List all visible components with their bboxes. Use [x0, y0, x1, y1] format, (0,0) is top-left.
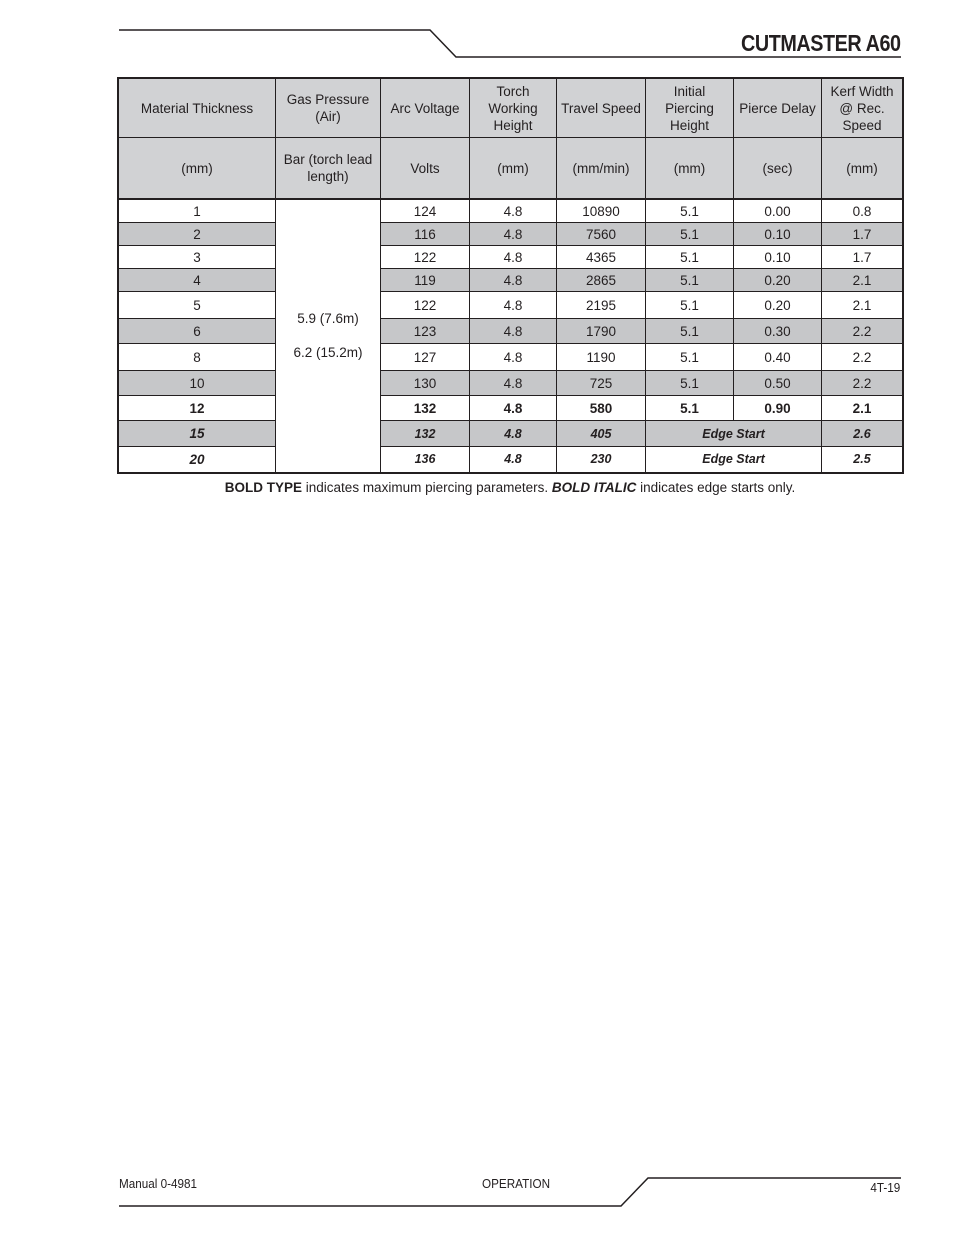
table-row	[118, 269, 903, 292]
header-material-thickness: Material Thickness	[118, 78, 276, 138]
section-name: OPERATION	[482, 1176, 551, 1191]
unit-speed: (mm/min)	[557, 138, 646, 200]
voltage-cell: 132	[381, 421, 470, 447]
bold-type-label: BOLD TYPE	[224, 480, 303, 495]
delay-cell: 0.50	[734, 371, 822, 396]
height-cell: 4.8	[470, 223, 557, 246]
kerf-cell: 1.7	[822, 246, 904, 269]
height-cell: 4.8	[470, 344, 557, 371]
table-row	[118, 371, 903, 396]
thickness-cell: 2	[118, 223, 276, 246]
bold-type-text: indicates maximum piercing parameters.	[302, 480, 552, 495]
height-cell: 4.8	[470, 396, 557, 421]
table-row	[118, 319, 903, 344]
header-gas-pressure: Gas Pressure (Air)	[276, 78, 381, 138]
unit-thickness: (mm)	[118, 138, 276, 200]
cutting-parameters-table	[117, 77, 904, 474]
thickness-cell: 4	[118, 269, 276, 292]
speed-cell: 405	[557, 421, 646, 447]
table-row	[118, 421, 903, 447]
speed-cell: 7560	[557, 223, 646, 246]
page-number: 4T-19	[870, 1180, 900, 1195]
height-cell: 4.8	[470, 199, 557, 223]
gas-pressure-short-lead: 5.9 (7.6m)	[297, 311, 359, 327]
voltage-cell: 127	[381, 344, 470, 371]
pierce-height-cell: 5.1	[646, 246, 734, 269]
speed-cell: 230	[557, 447, 646, 473]
header-kerf-width: Kerf Width @ Rec. Speed	[822, 78, 904, 138]
header-arc-voltage: Arc Voltage	[381, 78, 470, 138]
delay-cell: 0.10	[734, 246, 822, 269]
bold-italic-text: indicates edge starts only.	[636, 480, 796, 495]
delay-cell: 0.20	[734, 292, 822, 319]
speed-cell: 10890	[557, 199, 646, 223]
speed-cell: 2195	[557, 292, 646, 319]
height-cell: 4.8	[470, 447, 557, 473]
table-row	[118, 199, 903, 223]
height-cell: 4.8	[470, 292, 557, 319]
height-cell: 4.8	[470, 371, 557, 396]
delay-cell: 0.40	[734, 344, 822, 371]
pierce-height-cell: 5.1	[646, 344, 734, 371]
pierce-height-cell: 5.1	[646, 396, 734, 421]
header-torch-working-height: Torch Working Height	[470, 78, 557, 138]
speed-cell: 4365	[557, 246, 646, 269]
table-row	[118, 246, 903, 269]
speed-cell: 725	[557, 371, 646, 396]
kerf-cell: 2.5	[822, 447, 904, 473]
voltage-cell: 136	[381, 447, 470, 473]
table-row	[118, 292, 903, 319]
gas-pressure-cell	[276, 199, 381, 473]
kerf-cell: 2.2	[822, 344, 904, 371]
pierce-height-cell: 5.1	[646, 269, 734, 292]
thickness-cell: 20	[118, 447, 276, 473]
kerf-cell: 1.7	[822, 223, 904, 246]
delay-cell: 0.90	[734, 396, 822, 421]
voltage-cell: 124	[381, 199, 470, 223]
kerf-cell: 2.6	[822, 421, 904, 447]
voltage-cell: 130	[381, 371, 470, 396]
pierce-height-cell: 5.1	[646, 319, 734, 344]
speed-cell: 1790	[557, 319, 646, 344]
kerf-cell: 2.1	[822, 292, 904, 319]
thickness-cell: 8	[118, 344, 276, 371]
unit-voltage: Volts	[381, 138, 470, 200]
table-header-row	[118, 78, 903, 138]
unit-height: (mm)	[470, 138, 557, 200]
delay-cell: 0.00	[734, 199, 822, 223]
thickness-cell: 1	[118, 199, 276, 223]
kerf-cell: 2.2	[822, 319, 904, 344]
thickness-cell: 6	[118, 319, 276, 344]
voltage-cell: 116	[381, 223, 470, 246]
header-initial-piercing-height: Initial Piercing Height	[646, 78, 734, 138]
voltage-cell: 122	[381, 292, 470, 319]
edge-start-cell: Edge Start	[646, 421, 822, 447]
table-row	[118, 447, 903, 473]
pierce-height-cell: 5.1	[646, 199, 734, 223]
unit-gas-pressure: Bar (torch lead length)	[276, 138, 381, 200]
edge-start-cell: Edge Start	[646, 447, 822, 473]
voltage-cell: 122	[381, 246, 470, 269]
thickness-cell: 3	[118, 246, 276, 269]
thickness-cell: 10	[118, 371, 276, 396]
speed-cell: 580	[557, 396, 646, 421]
height-cell: 4.8	[470, 421, 557, 447]
bold-italic-label: BOLD ITALIC	[551, 480, 637, 495]
thickness-cell: 12	[118, 396, 276, 421]
kerf-cell: 2.1	[822, 396, 904, 421]
table-row	[118, 396, 903, 421]
delay-cell: 0.10	[734, 223, 822, 246]
header-pierce-delay: Pierce Delay	[734, 78, 822, 138]
height-cell: 4.8	[470, 246, 557, 269]
thickness-cell: 5	[118, 292, 276, 319]
pierce-height-cell: 5.1	[646, 223, 734, 246]
voltage-cell: 119	[381, 269, 470, 292]
kerf-cell: 2.1	[822, 269, 904, 292]
unit-delay: (sec)	[734, 138, 822, 200]
table-row	[118, 223, 903, 246]
table-legend-note	[0, 480, 954, 495]
manual-number: Manual 0-4981	[119, 1176, 198, 1191]
height-cell: 4.8	[470, 269, 557, 292]
kerf-cell: 2.2	[822, 371, 904, 396]
delay-cell: 0.30	[734, 319, 822, 344]
height-cell: 4.8	[470, 319, 557, 344]
gas-pressure-long-lead: 6.2 (15.2m)	[293, 345, 363, 361]
delay-cell: 0.20	[734, 269, 822, 292]
product-title: CUTMASTER A60	[741, 30, 901, 56]
thickness-cell: 15	[118, 421, 276, 447]
speed-cell: 2865	[557, 269, 646, 292]
unit-pierce-height: (mm)	[646, 138, 734, 200]
kerf-cell: 0.8	[822, 199, 904, 223]
table-units-row	[118, 138, 903, 200]
pierce-height-cell: 5.1	[646, 292, 734, 319]
speed-cell: 1190	[557, 344, 646, 371]
unit-kerf: (mm)	[822, 138, 904, 200]
header-travel-speed: Travel Speed	[557, 78, 646, 138]
voltage-cell: 132	[381, 396, 470, 421]
table-row	[118, 344, 903, 371]
voltage-cell: 123	[381, 319, 470, 344]
pierce-height-cell: 5.1	[646, 371, 734, 396]
